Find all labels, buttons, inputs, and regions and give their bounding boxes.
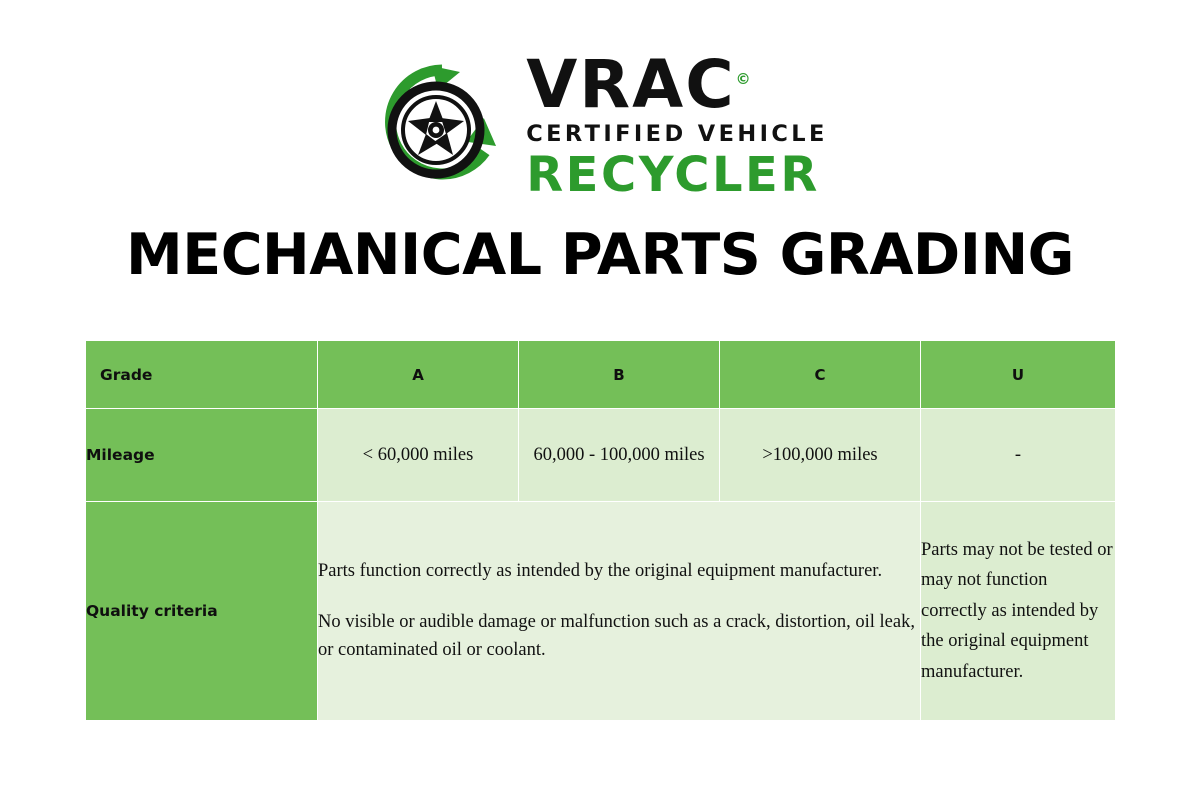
quality-criteria-paragraph-1: Parts function correctly as intended by the original equipment manufacturer. — [318, 560, 883, 581]
header-grade-label: Grade — [86, 341, 318, 409]
table-header-row — [86, 341, 1116, 409]
logo-brand-text — [526, 45, 751, 123]
page-title: MECHANICAL PARTS GRADING — [126, 222, 1074, 288]
logo-brand-label: VRAC — [526, 45, 736, 123]
mechanical-parts-grading-table — [85, 340, 1116, 721]
header-grade-c: C — [720, 341, 921, 409]
quality-criteria-paragraph-2: No visible or audible damage or malfunction such as a crack, distortion, oil leak, or contaminated oil or coolant. — [318, 611, 915, 661]
mileage-grade-b: 60,000 - 100,000 miles — [519, 409, 720, 502]
quality-criteria-u: Parts may not be tested or may not function correctly as intended by the original equipment manufacturer. — [921, 502, 1116, 721]
logo-recycler-text: RECYCLER — [526, 147, 820, 204]
mileage-grade-u: - — [921, 409, 1116, 502]
wheel-recycle-arrow-icon — [372, 60, 512, 192]
logo-tagline: CERTIFIED VEHICLE — [526, 120, 828, 147]
mileage-grade-a: < 60,000 miles — [318, 409, 519, 502]
logo-inner — [372, 45, 828, 204]
quality-criteria-abc — [318, 502, 921, 721]
table-row-quality-criteria — [86, 502, 1116, 721]
logo-wordmark — [526, 45, 828, 204]
row-label-mileage: Mileage — [86, 409, 318, 502]
header-grade-u: U — [921, 341, 1116, 409]
header-grade-a: A — [318, 341, 519, 409]
mileage-grade-c: >100,000 miles — [720, 409, 921, 502]
header-grade-b: B — [519, 341, 720, 409]
row-label-quality-criteria: Quality criteria — [86, 502, 318, 721]
registered-mark-icon: © — [735, 69, 751, 88]
table-row-mileage — [86, 409, 1116, 502]
vrac-logo — [0, 45, 1200, 204]
